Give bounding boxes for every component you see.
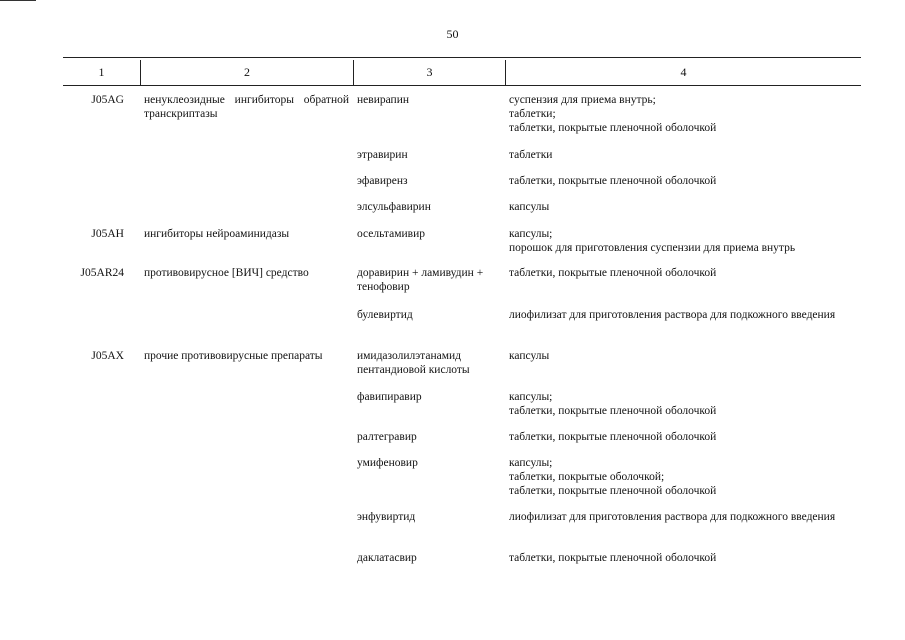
atc-code [63,148,140,174]
atc-code [63,551,140,577]
corner-mark [0,0,36,1]
drug-name: элсульфавирин [357,201,431,213]
pharmacological-group [140,174,353,200]
table-row [63,390,861,430]
atc-code [63,308,140,349]
atc-code [63,174,140,200]
atc-code: J05AH [91,228,124,240]
atc-code: J05AR24 [80,267,124,279]
header-cell-4: 4 [505,60,861,85]
dosage-form: таблетки, покрытые пленочной оболочкой [509,485,717,497]
dosage-form: таблетки, покрытые оболочкой; [509,471,665,483]
dosage-form: капсулы [509,350,550,362]
drug-name: эфавиренз [357,175,408,187]
header-cell-2: 2 [140,60,353,85]
table-row [63,430,861,456]
atc-code [63,390,140,430]
pharmacological-group: противовирусное [ВИЧ] средство [144,267,309,279]
dosage-forms [505,266,861,308]
dosage-forms [505,349,861,390]
table-row [63,174,861,200]
drug-name: осельтамивир [357,228,425,240]
drug-name: ралтегравир [357,431,417,443]
dosage-forms [505,148,861,174]
header-cell-3: 3 [353,60,505,85]
atc-code [63,510,140,551]
table-row [63,200,861,227]
dosage-form: капсулы; [509,457,553,469]
pharmacological-group: прочие противовирусные препараты [144,350,323,362]
table-row [63,551,861,577]
pharmacological-group [140,390,353,430]
dosage-form: таблетки, покрытые пленочной оболочкой [509,431,717,443]
drug-name: этравирин [357,149,408,161]
drug-name: энфувиртид [357,511,416,523]
dosage-form: капсулы [509,201,550,213]
table-row [63,227,861,266]
dosage-forms [505,174,861,200]
dosage-forms [505,308,861,349]
pharmacological-group [140,456,353,510]
pharmacological-group [140,148,353,174]
dosage-form: таблетки, покрытые пленочной оболочкой [509,552,717,564]
dosage-forms [505,200,861,227]
table-row [63,93,861,148]
table-row [63,349,861,390]
header-cell-1: 1 [98,65,105,79]
drug-name: булевиртид [357,309,413,321]
dosage-form: порошок для приготовления суспензии для приема внутрь [509,242,796,254]
table-body [63,93,861,577]
table-row [63,266,861,308]
dosage-form: суспензия для приема внутрь; [509,94,656,106]
atc-code: J05AG [91,94,124,106]
atc-code [63,456,140,510]
dosage-forms [505,430,861,456]
dosage-form: капсулы; [509,228,553,240]
dosage-forms [505,227,861,266]
dosage-form: таблетки, покрытые пленочной оболочкой [509,175,717,187]
atc-code: J05AX [91,350,124,362]
table-row [63,308,861,349]
table-row [63,148,861,174]
dosage-forms [505,456,861,510]
dosage-forms [505,390,861,430]
atc-code [63,430,140,456]
pharmacological-group: ненуклеозидные ингибиторы обратной транскриптазы [144,94,349,120]
pharmacological-group [140,510,353,551]
dosage-form: лиофилизат для приготовления раствора для подкожного введения [509,309,836,321]
drug-name: даклатасвир [357,552,417,564]
drug-name: доравирин + ламивудин + тенофовир [357,267,484,293]
dosage-form: таблетки, покрытые пленочной оболочкой [509,267,717,279]
dosage-form: капсулы; [509,391,553,403]
dosage-forms [505,551,861,577]
dosage-form: таблетки, покрытые пленочной оболочкой [509,122,717,134]
table-header [63,60,861,86]
dosage-forms [505,93,861,148]
dosage-form: лиофилизат для приготовления раствора для подкожного введения [509,511,836,523]
drug-name: фавипиравир [357,391,422,403]
drug-name: умифеновир [357,457,418,469]
drug-name: невирапин [357,94,410,106]
drug-name: имидазолилэтанамид пентандиовой кислоты [357,350,470,376]
table-top-rule [63,57,861,58]
dosage-forms [505,510,861,551]
dosage-form: таблетки [509,149,553,161]
pharmacological-group [140,430,353,456]
table-row [63,510,861,551]
pharmacological-group [140,308,353,349]
pharmacological-group: ингибиторы нейроаминидазы [144,228,290,240]
dosage-form: таблетки; [509,108,556,120]
dosage-form: таблетки, покрытые пленочной оболочкой [509,405,717,417]
table-row [63,456,861,510]
atc-code [63,200,140,227]
page-number: 50 [446,27,459,41]
pharmacological-group [140,551,353,577]
pharmacological-group [140,200,353,227]
